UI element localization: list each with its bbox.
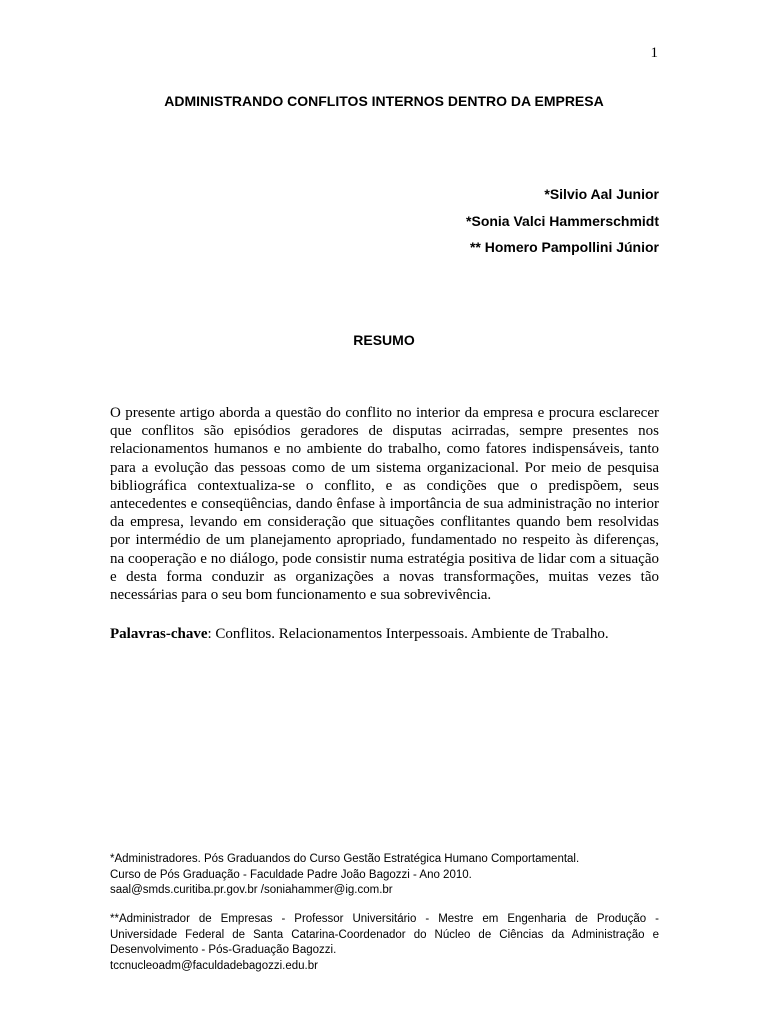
keywords-label: Palavras-chave — [110, 626, 208, 642]
abstract-paragraph: O presente artigo aborda a questão do conflito no interior da empresa e procura esclarecer que conflitos são episódios geradores de disputas acirradas, sempre presentes nos relacionamentos humanos e no ambiente do trabalho, como fatores indispensáveis, tanto para a evolução das pessoas como de um sistema organizacional. Por meio de pesquisa bibliográfica contextualiza-se o conflito, e as condições que o predispõem, seus antecedentes e conseqüências, dando ênfase à importância de sua administração no interior da empresa, levando em consideração que situações conflitantes quando bem resolvidas por intermédio de um planejamento apropriado, fundamentado no respeito às diferenças, na cooperação e no diálogo, pode consistir numa estratégia positiva de lidar com a situação e desta forma conduzir as organizações a novas transformações, muitas vezes tão necessárias para o seu bom funcionamento e sua sobrevivência. — [110, 405, 659, 604]
footnote-email-line: saal@smds.curitiba.pr.gov.br /soniahammer@ig.com.br — [110, 884, 393, 897]
author-list — [466, 181, 659, 261]
document-title: ADMINISTRANDO CONFLITOS INTERNOS DENTRO DA EMPRESA — [164, 93, 604, 109]
footnote-email-line: tccnucleoadm@faculdadebagozzi.edu.br — [110, 959, 318, 972]
keywords-line — [110, 625, 659, 643]
footnote-line: Curso de Pós Graduação - Faculdade Padre João Bagozzi - Ano 2010. — [110, 868, 472, 881]
author-name: *Silvio Aal Junior — [544, 186, 659, 202]
author-name: ** Homero Pampollini Júnior — [469, 239, 659, 255]
footnote-advisor — [110, 912, 659, 974]
footnote-authors — [110, 852, 659, 899]
page-number: 1 — [650, 45, 658, 61]
keywords-text: : Conflitos. Relacionamentos Interpessoais. Ambiente de Trabalho. — [207, 626, 609, 642]
abstract-heading: RESUMO — [353, 332, 415, 348]
footnote-line: *Administradores. Pós Graduandos do Curso Gestão Estratégica Humano Comportamental. — [110, 853, 580, 865]
footnote-line: **Administrador de Empresas - Professor Universitário - Mestre em Engenharia de Produção - Universidade Federal de Santa Catarina-Coordenador do Núcleo de Ciências da Administração e Desenvolvimento - Pós-Graduação Bagozzi. — [110, 913, 659, 957]
author-name: *Sonia Valci Hammerschmidt — [466, 212, 659, 229]
